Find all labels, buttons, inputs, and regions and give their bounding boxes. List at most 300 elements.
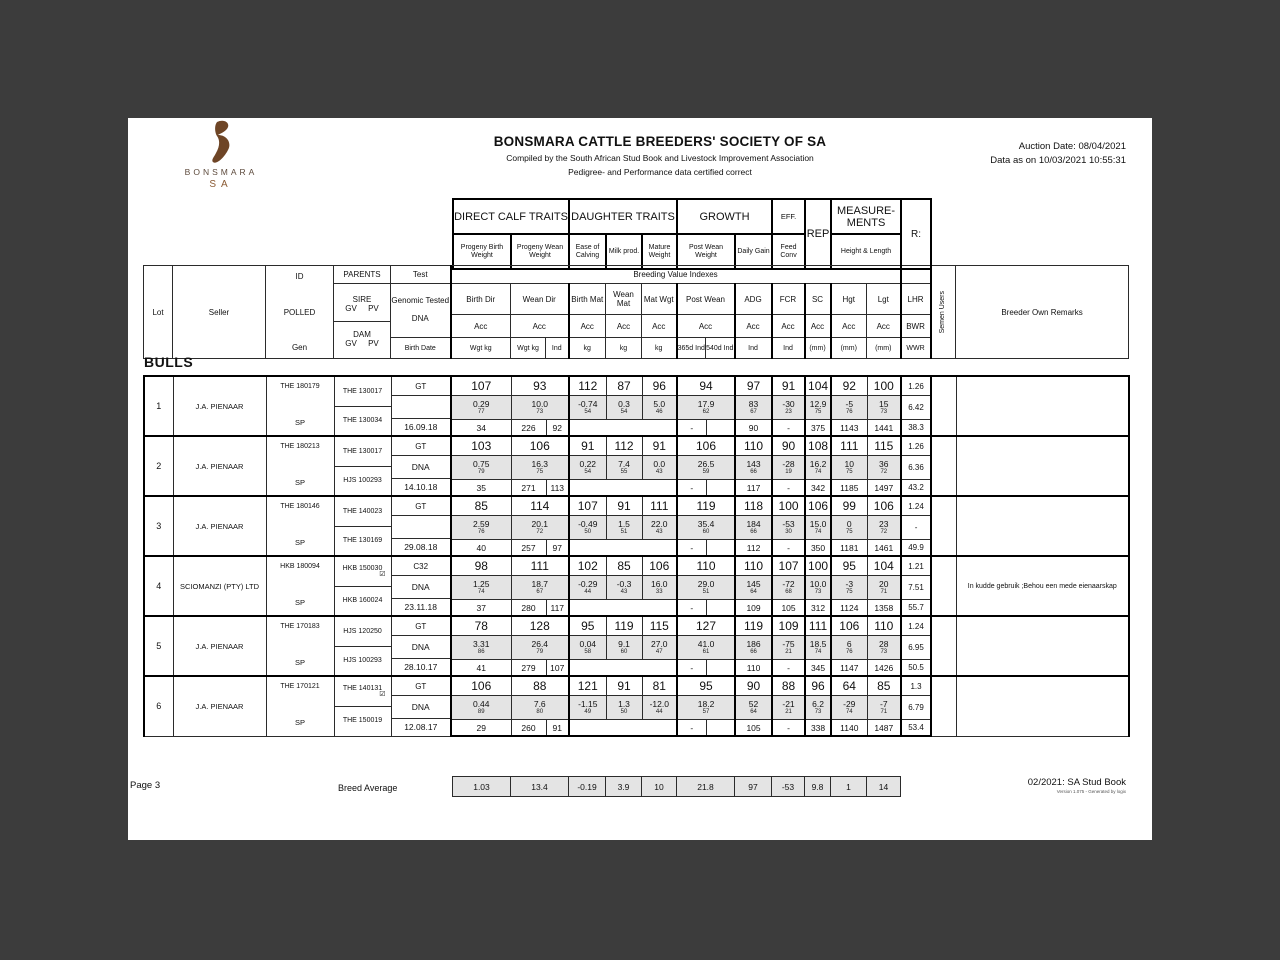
phenotype-cell: 1487 bbox=[867, 720, 901, 737]
bv-value-cell: 2.59 76 bbox=[451, 516, 511, 540]
bv-index-cell: 64 bbox=[831, 676, 867, 696]
phenotype-cell: 91 bbox=[546, 720, 569, 737]
header-mm: (mm) bbox=[805, 338, 831, 359]
phenotype-cell: 375 bbox=[805, 420, 831, 437]
bv-index-cell: 106 bbox=[805, 496, 831, 516]
bv-index-cell: 106 bbox=[451, 676, 511, 696]
phenotype-cell: - bbox=[772, 660, 805, 677]
wwr-value: 55.7 bbox=[901, 600, 931, 617]
phenotype-cell: 1358 bbox=[867, 600, 901, 617]
phenotype-cell: 1461 bbox=[867, 540, 901, 557]
bv-value-cell: 7.6 80 bbox=[511, 696, 569, 720]
header-parents: PARENTS bbox=[334, 266, 391, 284]
bv-value-cell: 184 66 bbox=[735, 516, 772, 540]
bv-index-cell: 99 bbox=[831, 496, 867, 516]
polled-status: SP bbox=[294, 658, 305, 667]
breed-average-value-3: 3.9 bbox=[606, 777, 642, 797]
phenotype-cell: 1185 bbox=[831, 480, 867, 497]
sire-id: HJS 120250 bbox=[335, 618, 391, 647]
bv-value-cell: 6 76 bbox=[831, 636, 867, 660]
col-post-wean-weight: Post Wean Weight bbox=[677, 234, 735, 269]
bv-index-cell: 128 bbox=[511, 616, 569, 636]
bv-index-cell: 114 bbox=[511, 496, 569, 516]
header-lhr: LHR bbox=[901, 284, 931, 315]
breed-average-value-5: 21.8 bbox=[677, 777, 735, 797]
bwr-value: - bbox=[901, 516, 931, 540]
test-type: GT bbox=[392, 498, 451, 516]
lot-row-1 bbox=[144, 376, 1129, 436]
lhr-value: 1.26 bbox=[901, 376, 931, 396]
semen-users-cell bbox=[931, 616, 956, 676]
logo-sa-text: SA bbox=[209, 179, 233, 190]
bwr-value: 6.95 bbox=[901, 636, 931, 660]
phenotype-cell: 90 bbox=[735, 420, 772, 437]
phenotype-cell: 113 bbox=[546, 480, 569, 497]
phenotype-cell: 97 bbox=[546, 540, 569, 557]
title-block bbox=[380, 134, 940, 177]
bv-value-cell: 0.22 54 bbox=[569, 456, 606, 480]
parents-cell bbox=[334, 676, 391, 736]
breed-average-value-10: 14 bbox=[867, 777, 901, 797]
dna-label bbox=[392, 396, 451, 418]
phenotype-cell: 41 bbox=[451, 660, 511, 677]
col-progeny-wean-weight: Progeny Wean Weight bbox=[511, 234, 569, 269]
semen-users-cell bbox=[931, 496, 956, 556]
bv-value-cell: 16.0 33 bbox=[642, 576, 677, 600]
bv-value-cell: 0.44 89 bbox=[451, 696, 511, 720]
breed-average-value-8: 9.8 bbox=[805, 777, 831, 797]
bv-index-cell: 111 bbox=[805, 616, 831, 636]
phenotype-cell: 279 bbox=[511, 660, 546, 677]
lot-number: 2 bbox=[144, 436, 173, 496]
bv-value-cell: 0 75 bbox=[831, 516, 867, 540]
bv-index-cell: 96 bbox=[805, 676, 831, 696]
test-cell bbox=[391, 676, 451, 736]
animal-id: HKB 180094 bbox=[280, 563, 320, 570]
header-genomic-dna: Genomic Tested DNA bbox=[391, 284, 451, 338]
bulls-table bbox=[143, 375, 1130, 737]
birth-date: 12.08.17 bbox=[392, 718, 451, 734]
header-lgt: Lgt bbox=[867, 284, 901, 315]
sire-genotyped-checkbox-icon: ☑ bbox=[379, 571, 386, 578]
breeder-remarks bbox=[956, 496, 1129, 556]
header-ind: Ind bbox=[772, 338, 805, 359]
test-cell bbox=[391, 616, 451, 676]
phenotype-cell: 257 bbox=[511, 540, 546, 557]
wwr-value: 43.2 bbox=[901, 480, 931, 497]
breed-average-value-0: 1.03 bbox=[453, 777, 511, 797]
header-acc: Acc bbox=[606, 315, 642, 338]
bv-value-cell: 9.1 60 bbox=[606, 636, 642, 660]
bv-index-cell: 81 bbox=[642, 676, 677, 696]
logo-text: BONSMARA bbox=[184, 167, 258, 177]
header-id bbox=[266, 266, 334, 359]
bv-index-cell: 90 bbox=[735, 676, 772, 696]
bv-value-cell: 41.0 61 bbox=[677, 636, 735, 660]
bwr-value: 6.36 bbox=[901, 456, 931, 480]
group-daughter: DAUGHTER TRAITS bbox=[569, 199, 677, 234]
section-label: BULLS bbox=[144, 354, 194, 370]
bv-index-cell: 118 bbox=[735, 496, 772, 516]
phenotype-cell: 29 bbox=[451, 720, 511, 737]
lhr-value: 1.24 bbox=[901, 616, 931, 636]
phenotype-cell bbox=[706, 720, 735, 737]
animal-id-cell bbox=[266, 676, 334, 736]
header-bwr: BWR bbox=[901, 315, 931, 338]
bv-value-cell: 16.2 74 bbox=[805, 456, 831, 480]
column-header-band bbox=[143, 265, 1129, 359]
polled-status: SP bbox=[294, 538, 305, 547]
header-acc: Acc bbox=[772, 315, 805, 338]
bv-index-cell: 115 bbox=[867, 436, 901, 456]
bv-index-cell: 88 bbox=[511, 676, 569, 696]
phenotype-cell bbox=[569, 480, 677, 497]
sire-id: THE 130017 bbox=[335, 378, 391, 407]
bv-index-cell: 94 bbox=[677, 376, 735, 396]
bv-value-cell: 17.9 62 bbox=[677, 396, 735, 420]
sire-id: THE 130017 bbox=[335, 438, 391, 467]
bv-index-cell: 107 bbox=[569, 496, 606, 516]
phenotype-cell: - bbox=[677, 600, 706, 617]
header-lot: Lot bbox=[144, 266, 173, 359]
test-type: GT bbox=[392, 438, 451, 456]
bv-index-cell: 110 bbox=[867, 616, 901, 636]
bv-value-cell: 1.3 50 bbox=[606, 696, 642, 720]
bv-index-cell: 95 bbox=[677, 676, 735, 696]
phenotype-cell bbox=[569, 600, 677, 617]
bv-index-cell: 110 bbox=[735, 436, 772, 456]
lhr-value: 1.3 bbox=[901, 676, 931, 696]
phenotype-cell: 40 bbox=[451, 540, 511, 557]
bv-index-cell: 107 bbox=[451, 376, 511, 396]
lot-row-5 bbox=[144, 616, 1129, 676]
bv-index-cell: 112 bbox=[569, 376, 606, 396]
breed-average-value-7: -53 bbox=[772, 777, 805, 797]
bv-index-cell: 85 bbox=[867, 676, 901, 696]
dam-id: THE 150019 bbox=[342, 717, 383, 725]
phenotype-cell: 105 bbox=[772, 600, 805, 617]
polled-status: SP bbox=[294, 598, 305, 607]
bv-index-cell: 100 bbox=[805, 556, 831, 576]
breed-average-value-6: 97 bbox=[735, 777, 772, 797]
phenotype-cell: - bbox=[772, 480, 805, 497]
header-mat-wgt: Mat Wgt bbox=[642, 284, 677, 315]
phenotype-cell: 1140 bbox=[831, 720, 867, 737]
bv-value-cell: 10.0 73 bbox=[805, 576, 831, 600]
seller-name: J.A. PIENAAR bbox=[173, 436, 266, 496]
parents-cell bbox=[334, 496, 391, 556]
bv-index-cell: 95 bbox=[569, 616, 606, 636]
bv-index-cell: 98 bbox=[451, 556, 511, 576]
parents-cell bbox=[334, 556, 391, 616]
header-seller: Seller bbox=[173, 266, 266, 359]
bv-index-cell: 93 bbox=[511, 376, 569, 396]
birth-date: 16.09.18 bbox=[392, 418, 451, 434]
sire-genotyped-checkbox-icon: ☑ bbox=[379, 691, 386, 699]
test-type: C32 bbox=[392, 558, 451, 576]
header-sire-dam bbox=[334, 284, 391, 359]
phenotype-cell bbox=[706, 540, 735, 557]
phenotype-cell: 1426 bbox=[867, 660, 901, 677]
bv-value-cell: 1.5 51 bbox=[606, 516, 642, 540]
wwr-value: 38.3 bbox=[901, 420, 931, 437]
parents-cell bbox=[334, 376, 391, 436]
lot-number: 6 bbox=[144, 676, 173, 736]
test-cell bbox=[391, 436, 451, 496]
data-as-on: Data as on 10/03/2021 10:55:31 bbox=[990, 155, 1126, 166]
col-progeny-birth-weight: Progeny Birth Weight bbox=[453, 234, 511, 269]
trait-group-header bbox=[452, 198, 932, 270]
semen-users-cell bbox=[931, 676, 956, 736]
group-measurements: MEASURE-MENTS bbox=[831, 199, 901, 234]
group-rep: REP bbox=[805, 199, 831, 269]
bv-value-cell: -29 74 bbox=[831, 696, 867, 720]
lot-row-2 bbox=[144, 436, 1129, 496]
wwr-value: 53.4 bbox=[901, 720, 931, 737]
seller-name: J.A. PIENAAR bbox=[173, 616, 266, 676]
phenotype-cell: 110 bbox=[735, 660, 772, 677]
bv-value-cell: 28 73 bbox=[867, 636, 901, 660]
bv-value-cell: -0.49 50 bbox=[569, 516, 606, 540]
bv-value-cell: 6.2 73 bbox=[805, 696, 831, 720]
header-test: Test bbox=[391, 266, 451, 284]
breed-average-value-1: 13.4 bbox=[511, 777, 569, 797]
phenotype-cell: 1147 bbox=[831, 660, 867, 677]
bv-index-cell: 85 bbox=[451, 496, 511, 516]
bv-value-cell: 12.9 75 bbox=[805, 396, 831, 420]
phenotype-cell: 1441 bbox=[867, 420, 901, 437]
header-acc: Acc bbox=[677, 315, 735, 338]
phenotype-cell: 260 bbox=[511, 720, 546, 737]
bv-value-cell: 0.75 79 bbox=[451, 456, 511, 480]
test-type: GT bbox=[392, 678, 451, 696]
phenotype-cell: 107 bbox=[546, 660, 569, 677]
semen-users-cell bbox=[931, 376, 956, 436]
birth-date: 14.10.18 bbox=[392, 478, 451, 494]
bv-index-cell: 91 bbox=[642, 436, 677, 456]
lhr-value: 1.21 bbox=[901, 556, 931, 576]
bv-value-cell: 83 67 bbox=[735, 396, 772, 420]
lhr-value: 1.24 bbox=[901, 496, 931, 516]
bv-index-cell: 85 bbox=[606, 556, 642, 576]
wwr-value: 50.5 bbox=[901, 660, 931, 677]
header-wean-dir: Wean Dir bbox=[511, 284, 569, 315]
bv-index-cell: 91 bbox=[606, 496, 642, 516]
phenotype-cell bbox=[569, 660, 677, 677]
header-acc: Acc bbox=[831, 315, 867, 338]
phenotype-cell: 105 bbox=[735, 720, 772, 737]
header-post-wean: Post Wean bbox=[677, 284, 735, 315]
phenotype-cell: 35 bbox=[451, 480, 511, 497]
header-acc: Acc bbox=[569, 315, 606, 338]
bv-index-cell: 104 bbox=[867, 556, 901, 576]
header-kg: kg bbox=[642, 338, 677, 359]
lot-number: 1 bbox=[144, 376, 173, 436]
col-feed-conv: Feed Conv bbox=[772, 234, 805, 269]
bv-value-cell: 1.25 74 bbox=[451, 576, 511, 600]
phenotype-cell: 226 bbox=[511, 420, 546, 437]
phenotype-cell: - bbox=[677, 540, 706, 557]
test-cell bbox=[391, 556, 451, 616]
bv-index-cell: 103 bbox=[451, 436, 511, 456]
header-acc: Acc bbox=[805, 315, 831, 338]
lot-number: 3 bbox=[144, 496, 173, 556]
lot-row-6 bbox=[144, 676, 1129, 736]
header-acc: Acc bbox=[511, 315, 569, 338]
animal-id-cell bbox=[266, 436, 334, 496]
phenotype-cell bbox=[706, 480, 735, 497]
phenotype-cell: - bbox=[677, 420, 706, 437]
bv-value-cell: 7.4 55 bbox=[606, 456, 642, 480]
dna-label bbox=[392, 516, 451, 538]
phenotype-cell: 1181 bbox=[831, 540, 867, 557]
bv-value-cell: 0.04 58 bbox=[569, 636, 606, 660]
bv-index-cell: 119 bbox=[735, 616, 772, 636]
bv-index-cell: 109 bbox=[772, 616, 805, 636]
bv-value-cell: -12.0 44 bbox=[642, 696, 677, 720]
animal-id-cell bbox=[266, 496, 334, 556]
phenotype-cell: 117 bbox=[735, 480, 772, 497]
bv-value-cell: -21 21 bbox=[772, 696, 805, 720]
phenotype-cell: 338 bbox=[805, 720, 831, 737]
bv-index-cell: 92 bbox=[831, 376, 867, 396]
phenotype-cell: 350 bbox=[805, 540, 831, 557]
dna-label: DNA bbox=[411, 702, 430, 713]
bv-index-cell: 127 bbox=[677, 616, 735, 636]
bv-value-cell: 20.1 72 bbox=[511, 516, 569, 540]
phenotype-cell: - bbox=[677, 660, 706, 677]
bv-value-cell: 3.31 86 bbox=[451, 636, 511, 660]
bv-index-cell: 96 bbox=[642, 376, 677, 396]
header-r-spacer bbox=[901, 266, 931, 284]
header-hgt: Hgt bbox=[831, 284, 867, 315]
bv-value-cell: 26.4 79 bbox=[511, 636, 569, 660]
col-mature-weight: Mature Weight bbox=[642, 234, 677, 269]
bv-index-cell: 119 bbox=[677, 496, 735, 516]
test-type: GT bbox=[392, 618, 451, 636]
bv-index-cell: 106 bbox=[642, 556, 677, 576]
header-acc: Acc bbox=[642, 315, 677, 338]
animal-id: THE 180179 bbox=[280, 383, 320, 390]
animal-id-cell bbox=[266, 556, 334, 616]
birth-date: 29.08.18 bbox=[392, 538, 451, 554]
bv-index-cell: 100 bbox=[772, 496, 805, 516]
header-wgt-kg: Wgt kg bbox=[511, 338, 546, 359]
header-breeding-value-indexes: Breeding Value Indexes bbox=[451, 266, 901, 284]
breeder-remarks: In kudde gebruik ;Behou een mede eienaarskap bbox=[956, 556, 1129, 616]
animal-id: THE 180213 bbox=[280, 443, 320, 450]
bv-index-cell: 111 bbox=[831, 436, 867, 456]
bv-index-cell: 88 bbox=[772, 676, 805, 696]
phenotype-cell: 1497 bbox=[867, 480, 901, 497]
animal-id: THE 170121 bbox=[280, 683, 320, 691]
test-type: GT bbox=[392, 378, 451, 396]
phenotype-cell: 117 bbox=[546, 600, 569, 617]
birth-date: 28.10.17 bbox=[392, 658, 451, 674]
header-acc: Acc bbox=[451, 315, 511, 338]
header-gen-label: Gen bbox=[291, 343, 308, 352]
bv-index-cell: 115 bbox=[642, 616, 677, 636]
phenotype-cell: 34 bbox=[451, 420, 511, 437]
header-mm: (mm) bbox=[831, 338, 867, 359]
phenotype-cell: 37 bbox=[451, 600, 511, 617]
phenotype-cell bbox=[569, 420, 677, 437]
bv-value-cell: -75 21 bbox=[772, 636, 805, 660]
bv-index-cell: 91 bbox=[772, 376, 805, 396]
phenotype-cell: - bbox=[772, 720, 805, 737]
animal-id-cell bbox=[266, 376, 334, 436]
group-r: R: bbox=[901, 199, 931, 269]
bv-index-cell: 106 bbox=[511, 436, 569, 456]
semen-users-cell bbox=[931, 556, 956, 616]
header-acc: Acc bbox=[735, 315, 772, 338]
bv-value-cell: 5.0 46 bbox=[642, 396, 677, 420]
col-ease-of-calving: Ease of Calving bbox=[569, 234, 606, 269]
header-ind: Ind bbox=[735, 338, 772, 359]
phenotype-cell: - bbox=[677, 480, 706, 497]
lot-row-3 bbox=[144, 496, 1129, 556]
bv-value-cell: -28 19 bbox=[772, 456, 805, 480]
header-polled-label: POLLED bbox=[283, 307, 316, 317]
date-block bbox=[990, 140, 1126, 168]
seller-name: SCIOMANZI (PTY) LTD bbox=[173, 556, 266, 616]
bv-value-cell: 18.7 67 bbox=[511, 576, 569, 600]
bv-index-cell: 121 bbox=[569, 676, 606, 696]
dam-id: THE 130169 bbox=[342, 537, 383, 544]
phenotype-cell: 345 bbox=[805, 660, 831, 677]
bv-value-cell: 186 66 bbox=[735, 636, 772, 660]
phenotype-cell: - bbox=[772, 540, 805, 557]
breed-average-value-4: 10 bbox=[642, 777, 677, 797]
bv-index-cell: 106 bbox=[867, 496, 901, 516]
animal-id: THE 170183 bbox=[280, 623, 320, 630]
header-ind: Ind bbox=[546, 338, 569, 359]
bv-value-cell: 22.0 43 bbox=[642, 516, 677, 540]
page-title: BONSMARA CATTLE BREEDERS' SOCIETY OF SA bbox=[493, 134, 827, 149]
bv-value-cell: 10 75 bbox=[831, 456, 867, 480]
bv-value-cell: 18.2 57 bbox=[677, 696, 735, 720]
breed-average-table bbox=[452, 776, 901, 797]
semen-users-cell bbox=[931, 436, 956, 496]
phenotype-cell: 1143 bbox=[831, 420, 867, 437]
bv-value-cell: 143 66 bbox=[735, 456, 772, 480]
dam-id: HKB 160024 bbox=[342, 597, 383, 604]
header-semen-users: Semen Users bbox=[931, 266, 956, 359]
header-kg: kg bbox=[569, 338, 606, 359]
bv-index-cell: 100 bbox=[867, 376, 901, 396]
bv-value-cell: 20 71 bbox=[867, 576, 901, 600]
bv-index-cell: 106 bbox=[677, 436, 735, 456]
phenotype-cell: 280 bbox=[511, 600, 546, 617]
breeder-remarks bbox=[956, 616, 1129, 676]
bwr-value: 7.51 bbox=[901, 576, 931, 600]
bv-index-cell: 95 bbox=[831, 556, 867, 576]
document-page bbox=[128, 118, 1152, 840]
seller-name: J.A. PIENAAR bbox=[173, 376, 266, 436]
dam-id: HJS 100293 bbox=[343, 657, 382, 664]
seller-name: J.A. PIENAAR bbox=[173, 496, 266, 556]
col-height-length: Height & Length bbox=[831, 234, 901, 269]
phenotype-cell: 342 bbox=[805, 480, 831, 497]
bv-value-cell: -5 76 bbox=[831, 396, 867, 420]
bv-value-cell: 29.0 51 bbox=[677, 576, 735, 600]
test-cell bbox=[391, 496, 451, 556]
phenotype-cell bbox=[706, 600, 735, 617]
bv-value-cell: -0.3 43 bbox=[606, 576, 642, 600]
dam-id: HJS 100293 bbox=[343, 477, 382, 484]
phenotype-cell bbox=[706, 420, 735, 437]
sire-id: HKB 150030 ☑ bbox=[335, 558, 391, 587]
